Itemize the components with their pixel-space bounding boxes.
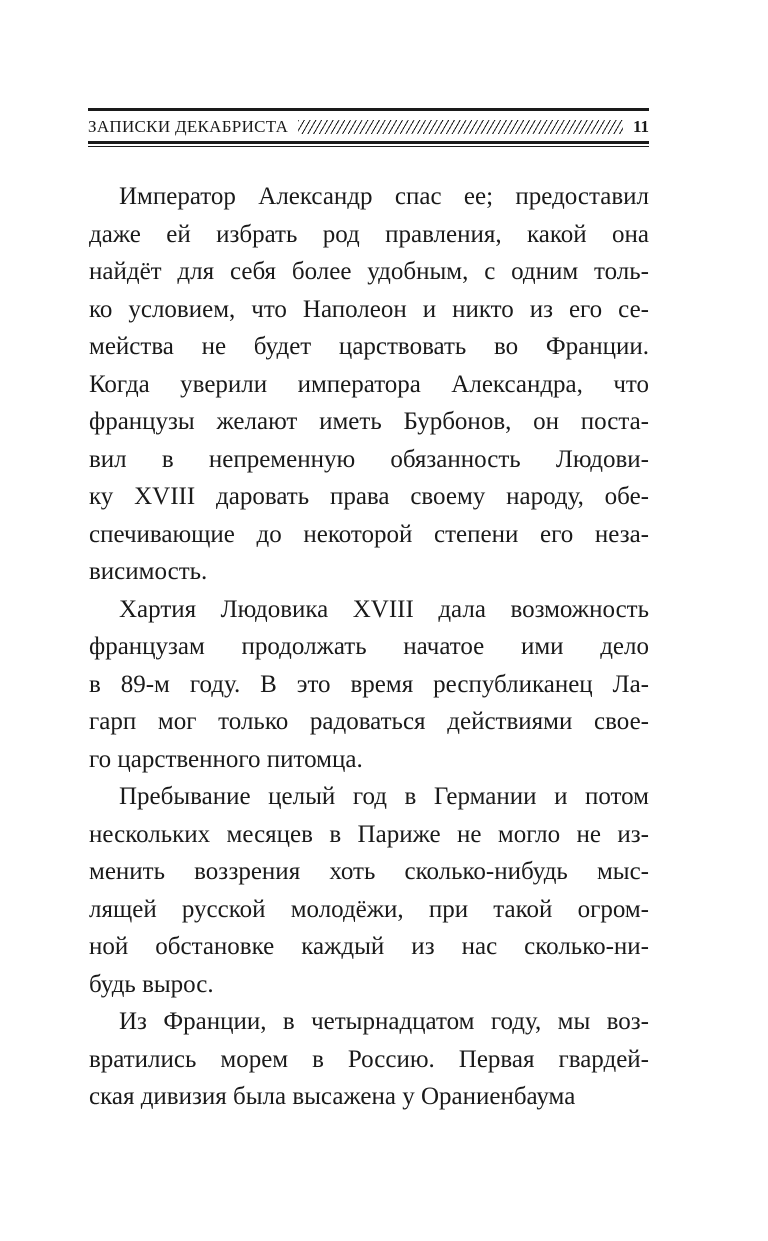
text-line: Хартия Людовика XVIII дала возможность xyxy=(119,595,649,623)
text-line: менить воззрения хоть сколько-нибудь мыс- xyxy=(89,858,649,885)
text-line: гарп мог только радоваться действиями свое- xyxy=(89,708,649,735)
text-line: висимость. xyxy=(89,558,208,585)
header-bottom-rule xyxy=(88,141,649,147)
decorative-hatch xyxy=(298,120,623,134)
text-line: го царственного питомца. xyxy=(89,745,363,773)
header-top-rule xyxy=(88,108,649,111)
text-line: ной обстановке каждый из нас сколько-ни- xyxy=(89,933,649,960)
text-line: ская дивизия была высажена у Ораниенбаума xyxy=(89,1083,576,1110)
text-line: Пребывание целый год в Германии и потом xyxy=(119,783,649,810)
running-header xyxy=(88,108,649,146)
text-line: в 89-м году. В это время республиканец Ла- xyxy=(89,670,649,698)
text-line: ко условием, что Наполеон и никто из его се- xyxy=(89,295,649,323)
text-line: Когда уверили императора Александра, что xyxy=(89,370,649,398)
text-line: Из Франции, в четырнадцатом году, мы воз- xyxy=(119,1008,649,1035)
text-line: спечивающие до некоторой степени его неза- xyxy=(89,520,649,548)
text-line: мейства не будет царствовать во Франции. xyxy=(89,333,649,360)
body-text xyxy=(89,178,649,1116)
running-title: ЗАПИСКИ ДЕКАБРИСТА xyxy=(88,117,289,136)
text-line: будь вырос. xyxy=(89,970,214,998)
text-line: вратились морем в Россию. Первая гвардей- xyxy=(89,1045,649,1073)
text-line: Император Александр спас ее; предоставил xyxy=(119,183,649,210)
header-row xyxy=(88,116,649,138)
text-line: даже ей избрать род правления, какой она xyxy=(89,220,649,248)
page-number: 11 xyxy=(632,117,649,136)
text-line: нескольких месяцев в Париже не могло не из- xyxy=(89,820,649,848)
text-line: найдёт для себя более удобным, с одним толь- xyxy=(89,258,649,285)
text-line: лящей русской молодёжи, при такой огром- xyxy=(89,895,649,923)
text-line: вил в непременную обязанность Людови- xyxy=(89,445,649,473)
text-line: ку XVIII даровать права своему народу, обе- xyxy=(89,483,649,510)
text-line: французам продолжать начатое ими дело xyxy=(89,633,649,660)
text-line: французы желают иметь Бурбонов, он поста- xyxy=(89,408,649,435)
